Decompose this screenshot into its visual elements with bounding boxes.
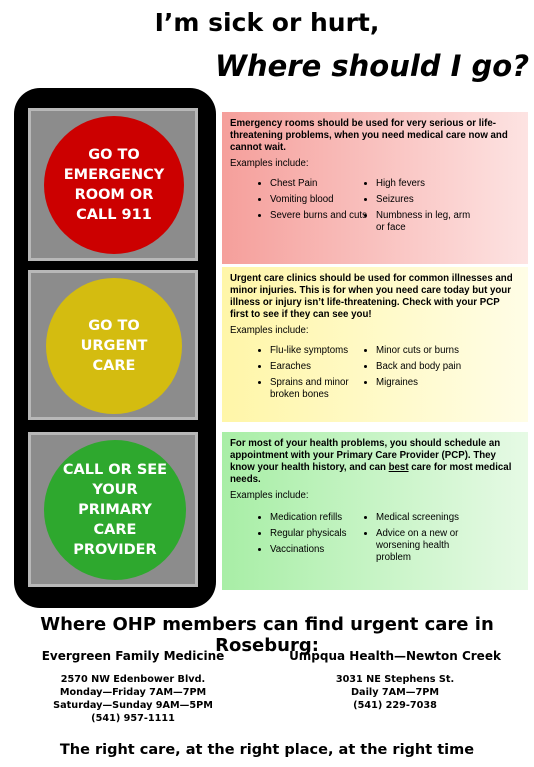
location-hours: Saturday—Sunday 9AM—5PM xyxy=(53,700,213,711)
list-item: • Severe burns and cuts xyxy=(270,210,368,222)
emergency-examples-label: Examples include: xyxy=(230,158,309,169)
locations-heading: Where OHP members can find urgent care in Roseburg: xyxy=(40,614,494,656)
title-line-2: Where should I go? xyxy=(215,49,530,83)
location-address: 2570 NW Edenbower Blvd. xyxy=(60,674,206,685)
list-item: • Seizures xyxy=(376,194,474,206)
list-item: • Minor cuts or burns xyxy=(376,345,474,357)
urgent-care-intro: Urgent care clinics should be used for common illnesses and minor injuries. This is for when you need care today but your illness or injury isn’t life-threatening. Check with your PCP first to see if they can see you! xyxy=(230,273,513,320)
location-address: 3031 NE Stephens St. xyxy=(335,674,455,685)
list-item: • Sprains and minor broken bones xyxy=(270,377,368,401)
urgent-care-panel xyxy=(222,267,528,422)
list-item: • Numbness in leg, arm or face xyxy=(376,210,474,234)
list-item: • Regular physicals xyxy=(270,528,368,540)
location-hours: Daily 7AM—7PM xyxy=(351,687,439,698)
primary-care-panel xyxy=(222,432,528,590)
emergency-panel xyxy=(222,112,528,264)
urgent-care-examples-label: Examples include: xyxy=(230,325,309,336)
list-item: • Vaccinations xyxy=(270,544,368,556)
list-item: • Earaches xyxy=(270,361,368,373)
location-name: Umpqua Health—Newton Creek xyxy=(289,649,501,663)
location-evergreen xyxy=(18,650,248,725)
yellow-light-circle: GO TO URGENT CARE xyxy=(46,278,182,414)
green-light-circle: CALL OR SEE YOUR PRIMARY CARE PROVIDER xyxy=(44,440,186,580)
list-item: • Migraines xyxy=(376,377,474,389)
footer-tagline: The right care, at the right place, at the right time xyxy=(59,742,475,758)
location-phone: (541) 957-1111 xyxy=(91,713,175,724)
list-item: • Back and body pain xyxy=(376,361,474,373)
primary-care-intro: For most of your health problems, you should schedule an appointment with your Primary Care Provider (PCP). They know your health history, and can best care for most medical needs. xyxy=(230,438,512,485)
list-item: • Medication refills xyxy=(270,512,368,524)
list-item: • Advice on a new or worsening health problem xyxy=(376,528,474,564)
location-newton-creek xyxy=(280,650,510,712)
red-light-circle: GO TO EMERGENCY ROOM OR CALL 911 xyxy=(44,116,184,254)
list-item: • High fevers xyxy=(376,178,474,190)
emergency-intro: Emergency rooms should be used for very serious or life-threatening problems, when you need medical care now and cannot wait. xyxy=(230,118,508,153)
location-phone: (541) 229-7038 xyxy=(353,700,437,711)
location-hours: Monday—Friday 7AM—7PM xyxy=(59,687,207,698)
location-name: Evergreen Family Medicine xyxy=(41,649,225,663)
list-item: • Flu-like symptoms xyxy=(270,345,368,357)
list-item: • Medical screenings xyxy=(376,512,474,524)
title-line-1: I’m sick or hurt, xyxy=(154,8,380,37)
list-item: • Vomiting blood xyxy=(270,194,368,206)
list-item: • Chest Pain xyxy=(270,178,368,190)
primary-care-examples-label: Examples include: xyxy=(230,490,309,501)
